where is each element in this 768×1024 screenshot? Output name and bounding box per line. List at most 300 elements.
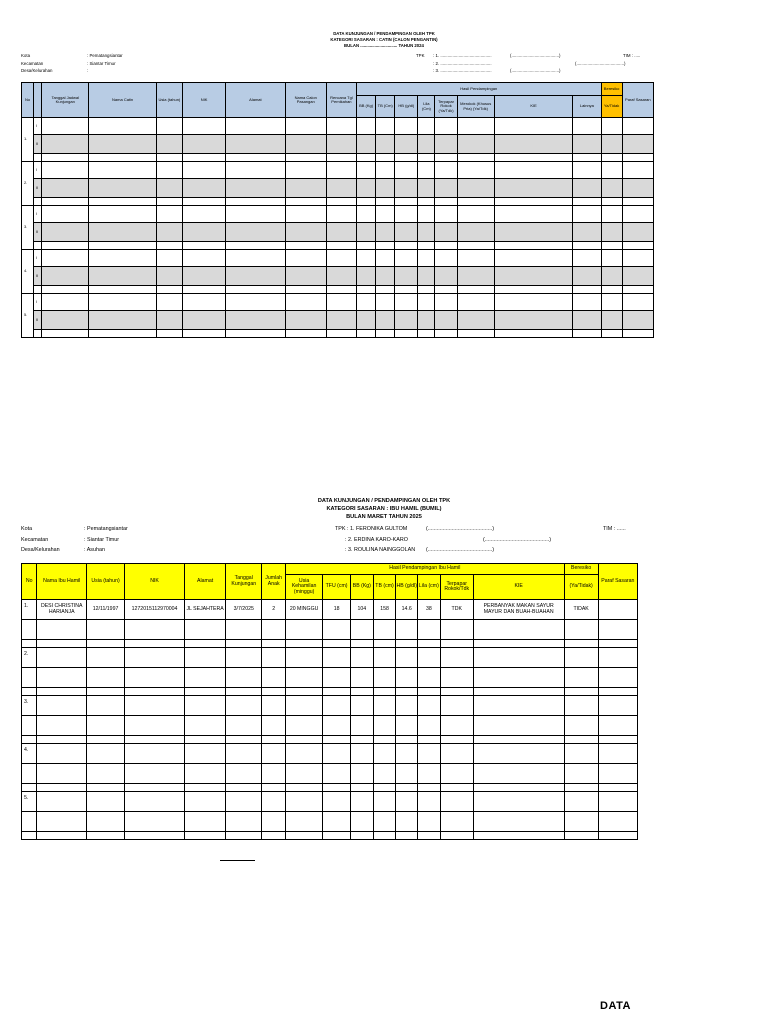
separator-row bbox=[22, 154, 654, 162]
cell bbox=[37, 640, 87, 648]
col-tanggal: Tanggal Kunjungan bbox=[226, 564, 262, 600]
cell bbox=[418, 223, 435, 242]
cell bbox=[564, 792, 598, 812]
col-merokok: Merokok (Khusus Pria) (Ya/Tdk) bbox=[457, 96, 494, 118]
cell bbox=[226, 736, 262, 744]
table-row bbox=[22, 250, 654, 267]
cell bbox=[37, 792, 87, 812]
cell bbox=[418, 812, 441, 832]
cell-no bbox=[22, 716, 37, 736]
cell bbox=[326, 250, 356, 267]
cell bbox=[396, 696, 418, 716]
col-beresiko: Beresiko bbox=[564, 564, 598, 575]
cell-no: 5. bbox=[22, 294, 34, 338]
cell bbox=[125, 668, 185, 688]
cell bbox=[285, 135, 326, 154]
cell bbox=[326, 286, 356, 294]
col-usia: Usia (tahun) bbox=[156, 83, 182, 118]
cell bbox=[89, 267, 156, 286]
col-kie: KIE bbox=[494, 96, 572, 118]
table-row bbox=[22, 294, 654, 311]
cell bbox=[285, 162, 326, 179]
form2-kecamatan-value: : Siantar Timur bbox=[84, 537, 120, 543]
cell bbox=[573, 223, 601, 242]
cell-no: 1. bbox=[22, 118, 34, 162]
cell bbox=[286, 832, 323, 840]
form1-table bbox=[21, 82, 654, 338]
cell bbox=[326, 154, 356, 162]
cell bbox=[457, 223, 494, 242]
cell bbox=[473, 716, 564, 736]
col-tfu: TFU (cm) bbox=[323, 575, 351, 600]
col-nik: NIK bbox=[125, 564, 185, 600]
cell-no bbox=[22, 784, 37, 792]
form2-tim-label: TIM : ...... bbox=[603, 526, 626, 532]
cell-no: 3. bbox=[22, 696, 37, 716]
cell bbox=[395, 198, 418, 206]
cell bbox=[262, 792, 286, 812]
cell bbox=[440, 784, 473, 792]
cell bbox=[226, 198, 285, 206]
cell-sub: I bbox=[34, 250, 42, 267]
cell bbox=[418, 242, 435, 250]
cell bbox=[457, 135, 494, 154]
cell bbox=[351, 744, 374, 764]
cell bbox=[396, 812, 418, 832]
cell bbox=[357, 223, 376, 242]
cell bbox=[573, 242, 601, 250]
col-terpapar: Terpapar Rokok/Tdk bbox=[440, 575, 473, 600]
cell bbox=[86, 744, 124, 764]
cell-tb: 158 bbox=[373, 600, 396, 620]
cell bbox=[285, 330, 326, 338]
form2-desa-value: : Asuhan bbox=[84, 547, 105, 553]
form1-desa-value: : bbox=[87, 68, 89, 73]
cell bbox=[418, 716, 441, 736]
cell bbox=[262, 744, 286, 764]
cell bbox=[326, 294, 356, 311]
cell-no: 2. bbox=[22, 648, 37, 668]
cell bbox=[357, 286, 376, 294]
cell bbox=[226, 716, 262, 736]
cell bbox=[396, 668, 418, 688]
cell-sub: II bbox=[34, 267, 42, 286]
cell bbox=[34, 154, 42, 162]
cell-tfu: 18 bbox=[323, 600, 351, 620]
cell bbox=[326, 311, 356, 330]
cell bbox=[89, 162, 156, 179]
cell bbox=[440, 792, 473, 812]
cell bbox=[373, 784, 396, 792]
cell bbox=[89, 311, 156, 330]
cell bbox=[286, 812, 323, 832]
cell bbox=[34, 198, 42, 206]
cell bbox=[226, 832, 262, 840]
cell bbox=[184, 668, 225, 688]
cell bbox=[262, 812, 286, 832]
cell bbox=[418, 118, 435, 135]
cell bbox=[285, 294, 326, 311]
cell bbox=[395, 286, 418, 294]
col-hasil-pendampingan: Hasil Pendampingan bbox=[357, 83, 602, 96]
cell-no: 4. bbox=[22, 744, 37, 764]
cell bbox=[598, 696, 637, 716]
cell-bb: 104 bbox=[351, 600, 374, 620]
cell bbox=[286, 784, 323, 792]
cell bbox=[440, 764, 473, 784]
form2-desa-label: Desa/Kelurahan bbox=[21, 547, 60, 553]
cell bbox=[182, 286, 225, 294]
cell bbox=[473, 792, 564, 812]
cell bbox=[573, 162, 601, 179]
cell bbox=[396, 792, 418, 812]
cell bbox=[373, 792, 396, 812]
cell bbox=[564, 716, 598, 736]
cell bbox=[226, 206, 285, 223]
cell bbox=[226, 286, 285, 294]
col-tb: TB (Cm) bbox=[376, 96, 395, 118]
cell bbox=[601, 311, 622, 330]
cell bbox=[357, 267, 376, 286]
cell bbox=[418, 162, 435, 179]
cell bbox=[473, 812, 564, 832]
cell bbox=[601, 198, 622, 206]
cell bbox=[376, 135, 395, 154]
cell bbox=[564, 812, 598, 832]
cell bbox=[89, 135, 156, 154]
form1-tpk-line-1: : 1. .......................................... bbox=[433, 53, 492, 58]
cell bbox=[286, 668, 323, 688]
cell bbox=[457, 294, 494, 311]
cell bbox=[125, 812, 185, 832]
cell bbox=[125, 792, 185, 812]
col-rencana: Rencana Tgl Pernikahan bbox=[326, 83, 356, 118]
cell bbox=[357, 294, 376, 311]
cell bbox=[622, 135, 653, 154]
cell bbox=[323, 688, 351, 696]
cell-tanggal: 3/7/2025 bbox=[226, 600, 262, 620]
cell bbox=[125, 832, 185, 840]
cell bbox=[598, 832, 637, 840]
cell bbox=[622, 154, 653, 162]
cell bbox=[351, 812, 374, 832]
cell bbox=[89, 294, 156, 311]
cell bbox=[357, 250, 376, 267]
cell bbox=[564, 620, 598, 640]
cell bbox=[89, 154, 156, 162]
cell bbox=[156, 267, 182, 286]
cell bbox=[396, 744, 418, 764]
form1-kota-value: : Pematangsiantar bbox=[87, 53, 123, 58]
cell bbox=[376, 179, 395, 198]
col-usia: Usia (tahun) bbox=[86, 564, 124, 600]
cell bbox=[89, 223, 156, 242]
cell bbox=[37, 648, 87, 668]
col-hb: HB (g/dl) bbox=[395, 96, 418, 118]
cell bbox=[86, 648, 124, 668]
cell bbox=[42, 242, 89, 250]
cell bbox=[285, 286, 326, 294]
cell bbox=[262, 640, 286, 648]
cell bbox=[373, 736, 396, 744]
cell bbox=[323, 744, 351, 764]
cell bbox=[351, 696, 374, 716]
col-no: No bbox=[22, 564, 37, 600]
cell bbox=[376, 250, 395, 267]
col-paraf: Paraf Sasaran bbox=[598, 564, 637, 600]
table-row bbox=[22, 600, 638, 620]
cell bbox=[351, 736, 374, 744]
cell bbox=[396, 716, 418, 736]
cell bbox=[125, 640, 185, 648]
cell-sub: I bbox=[34, 162, 42, 179]
cell bbox=[373, 696, 396, 716]
cell-sub: II bbox=[34, 135, 42, 154]
form2-tpk-line-1: TPK : 1. FERONIKA GULTOM bbox=[335, 526, 408, 532]
cell bbox=[601, 330, 622, 338]
cell bbox=[182, 311, 225, 330]
cell bbox=[262, 620, 286, 640]
cell-no: 1. bbox=[22, 600, 37, 620]
cell bbox=[351, 640, 374, 648]
cell bbox=[182, 154, 225, 162]
cell bbox=[286, 620, 323, 640]
cell bbox=[226, 250, 285, 267]
cell bbox=[598, 736, 637, 744]
cell bbox=[418, 311, 435, 330]
cell-sub: II bbox=[34, 311, 42, 330]
cell bbox=[42, 294, 89, 311]
cell bbox=[351, 784, 374, 792]
cell bbox=[286, 688, 323, 696]
form1-kecamatan-label: Kecamatan bbox=[21, 61, 44, 66]
cell bbox=[156, 162, 182, 179]
col-alamat: Alamat bbox=[226, 83, 285, 118]
cell bbox=[598, 812, 637, 832]
cell bbox=[601, 118, 622, 135]
table-row bbox=[22, 764, 638, 784]
separator-row bbox=[22, 784, 638, 792]
cell bbox=[37, 736, 87, 744]
cell bbox=[395, 242, 418, 250]
separator-row bbox=[22, 832, 638, 840]
cell bbox=[42, 330, 89, 338]
cell-no: 2. bbox=[22, 162, 34, 206]
cell bbox=[376, 286, 395, 294]
cell bbox=[564, 744, 598, 764]
cell bbox=[622, 267, 653, 286]
cell bbox=[564, 668, 598, 688]
cell-usia: 12/11/1997 bbox=[86, 600, 124, 620]
cell bbox=[357, 330, 376, 338]
cell bbox=[156, 198, 182, 206]
form-catin bbox=[0, 0, 768, 350]
cell bbox=[86, 668, 124, 688]
cell bbox=[373, 716, 396, 736]
col-nik: NIK bbox=[182, 83, 225, 118]
cell bbox=[598, 620, 637, 640]
cell bbox=[376, 267, 395, 286]
cell bbox=[226, 620, 262, 640]
cell bbox=[184, 620, 225, 640]
cell bbox=[226, 784, 262, 792]
form2-kecamatan-label: Kecamatan bbox=[21, 537, 49, 543]
col-jumlah-anak: Jumlah Anak bbox=[262, 564, 286, 600]
cell bbox=[418, 640, 441, 648]
cell bbox=[573, 250, 601, 267]
cell bbox=[494, 162, 572, 179]
cell bbox=[622, 206, 653, 223]
cell bbox=[86, 620, 124, 640]
form1-table-body bbox=[22, 118, 654, 338]
cell bbox=[418, 744, 441, 764]
table-row bbox=[22, 179, 654, 198]
cell bbox=[37, 620, 87, 640]
cell bbox=[262, 736, 286, 744]
cell bbox=[42, 198, 89, 206]
cell bbox=[622, 223, 653, 242]
cell bbox=[326, 330, 356, 338]
cell-no bbox=[22, 764, 37, 784]
cell bbox=[573, 286, 601, 294]
cell bbox=[156, 223, 182, 242]
cell bbox=[42, 286, 89, 294]
cell bbox=[286, 744, 323, 764]
cell bbox=[435, 198, 457, 206]
cell bbox=[440, 696, 473, 716]
cell bbox=[473, 620, 564, 640]
cell bbox=[226, 311, 285, 330]
cell bbox=[42, 162, 89, 179]
table-row bbox=[22, 716, 638, 736]
col-tb: TB (cm) bbox=[373, 575, 396, 600]
table-row bbox=[22, 668, 638, 688]
cell bbox=[598, 792, 637, 812]
cell bbox=[262, 696, 286, 716]
signature-underline bbox=[220, 860, 255, 861]
cell bbox=[89, 206, 156, 223]
cell bbox=[396, 784, 418, 792]
cell bbox=[622, 250, 653, 267]
cell bbox=[226, 118, 285, 135]
cell-no: 5. bbox=[22, 792, 37, 812]
cell bbox=[326, 135, 356, 154]
cell bbox=[440, 648, 473, 668]
cell bbox=[564, 832, 598, 840]
cell bbox=[418, 832, 441, 840]
cell bbox=[323, 812, 351, 832]
form2-title-line-1: DATA KUNJUNGAN / PENDAMPINGAN OLEH TPK bbox=[317, 498, 451, 504]
cell bbox=[494, 223, 572, 242]
cell bbox=[262, 764, 286, 784]
cell bbox=[34, 286, 42, 294]
cell bbox=[573, 294, 601, 311]
cell bbox=[435, 250, 457, 267]
cell bbox=[226, 154, 285, 162]
separator-row bbox=[22, 286, 654, 294]
cell bbox=[418, 206, 435, 223]
cell bbox=[37, 764, 87, 784]
form1-title-line-1: DATA KUNJUNGAN / PENDAMPINGAN OLEH TPK bbox=[333, 31, 435, 36]
cell bbox=[418, 294, 435, 311]
cell bbox=[326, 223, 356, 242]
cell bbox=[326, 242, 356, 250]
cell bbox=[286, 764, 323, 784]
cell bbox=[373, 688, 396, 696]
cell bbox=[494, 294, 572, 311]
form1-signature-2: (.......................................) bbox=[575, 61, 626, 66]
cell bbox=[395, 223, 418, 242]
table-row bbox=[22, 648, 638, 668]
separator-row bbox=[22, 330, 654, 338]
cell bbox=[601, 162, 622, 179]
cell bbox=[125, 716, 185, 736]
cell bbox=[573, 311, 601, 330]
col-no: No bbox=[22, 83, 34, 118]
separator-row bbox=[22, 242, 654, 250]
cell bbox=[89, 242, 156, 250]
cell bbox=[86, 696, 124, 716]
cell bbox=[418, 648, 441, 668]
cell bbox=[285, 242, 326, 250]
cell bbox=[435, 330, 457, 338]
cell bbox=[564, 696, 598, 716]
cell bbox=[357, 206, 376, 223]
cell-kie: PERBANYAK MAKAN SAYUR MAYUR DAN BUAH-BUAHAN bbox=[473, 600, 564, 620]
cell bbox=[262, 832, 286, 840]
table-row bbox=[22, 206, 654, 223]
cell bbox=[598, 668, 637, 688]
cell bbox=[598, 764, 637, 784]
col-nama-ibu: Nama Ibu Hamil bbox=[37, 564, 87, 600]
cell-paraf bbox=[598, 600, 637, 620]
cell bbox=[494, 330, 572, 338]
cell bbox=[376, 294, 395, 311]
cell bbox=[89, 250, 156, 267]
cell bbox=[86, 764, 124, 784]
cell bbox=[357, 118, 376, 135]
col-beresiko: Beresiko bbox=[601, 83, 622, 96]
cell bbox=[262, 688, 286, 696]
cell bbox=[323, 696, 351, 716]
cell bbox=[125, 784, 185, 792]
cell bbox=[86, 688, 124, 696]
cell-no: 3. bbox=[22, 206, 34, 250]
cell bbox=[564, 688, 598, 696]
cell bbox=[473, 696, 564, 716]
cell bbox=[396, 648, 418, 668]
cell bbox=[351, 764, 374, 784]
cell bbox=[473, 648, 564, 668]
cell bbox=[564, 640, 598, 648]
cell-nama: DESI CHRISTINA HARIANJA bbox=[37, 600, 87, 620]
cell bbox=[473, 832, 564, 840]
table-row bbox=[22, 744, 638, 764]
cell bbox=[351, 620, 374, 640]
cell bbox=[373, 640, 396, 648]
form1-tpk-line-3: : 3. .......................................... bbox=[433, 68, 492, 73]
cell bbox=[226, 330, 285, 338]
table-row bbox=[22, 135, 654, 154]
cell bbox=[182, 250, 225, 267]
cell bbox=[37, 812, 87, 832]
cell-no: 4. bbox=[22, 250, 34, 294]
cell bbox=[184, 736, 225, 744]
cell bbox=[601, 286, 622, 294]
cell bbox=[457, 179, 494, 198]
cell bbox=[418, 250, 435, 267]
col-bb: BB (Kg) bbox=[357, 96, 376, 118]
